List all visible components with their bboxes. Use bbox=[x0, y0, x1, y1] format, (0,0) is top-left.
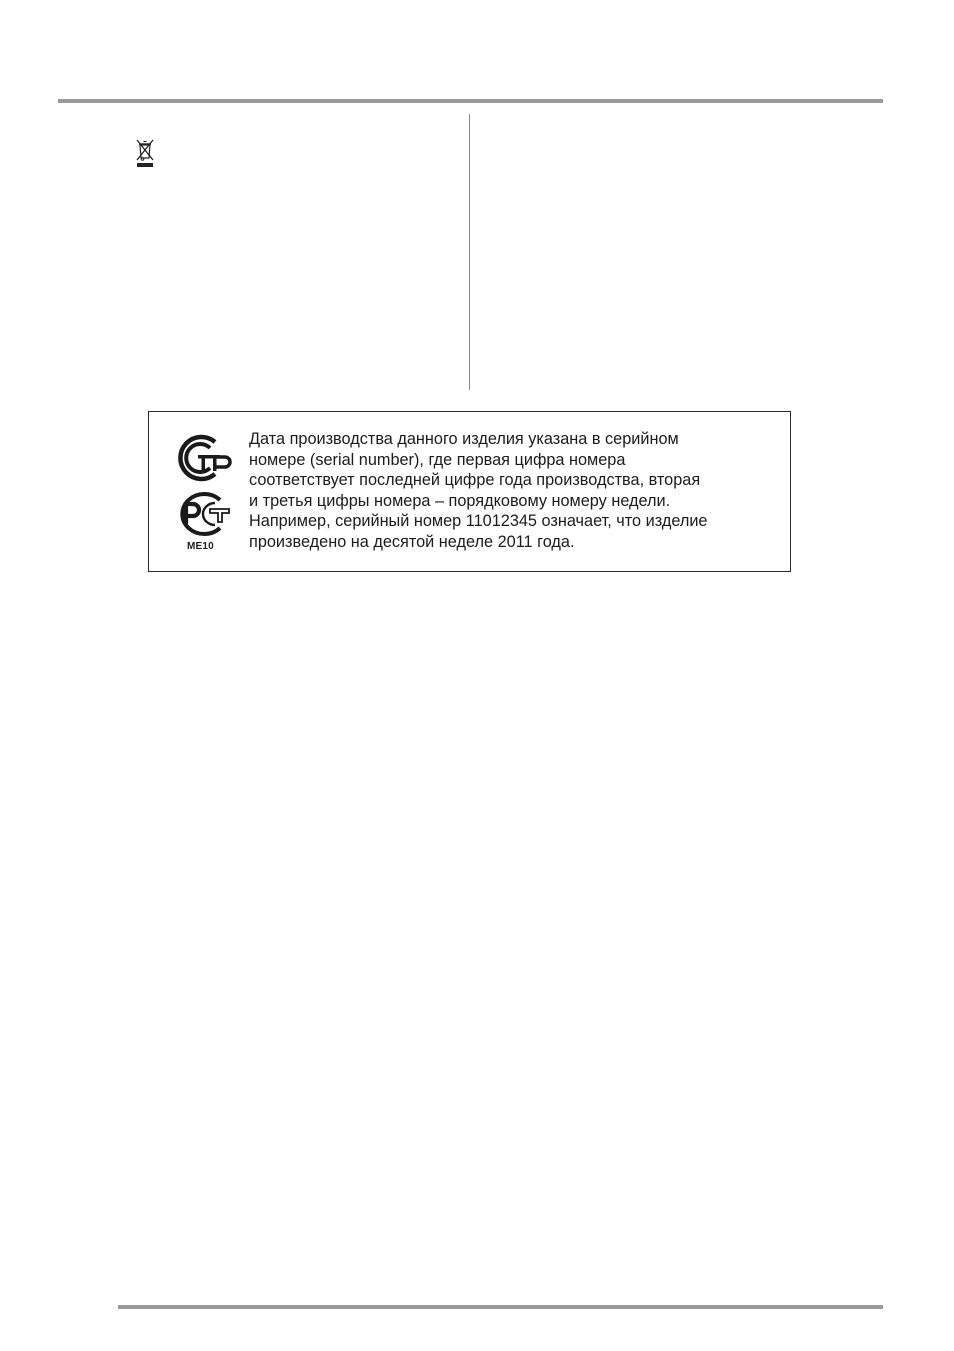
footer-rule bbox=[118, 1305, 883, 1309]
rst-gost-certification-mark-icon bbox=[172, 490, 236, 538]
production-date-notice bbox=[148, 411, 791, 572]
column-divider bbox=[469, 114, 470, 390]
notice-line: и третья цифры номера – порядковому номеру недели. bbox=[249, 491, 671, 510]
crossed-out-wheelie-bin-icon bbox=[135, 138, 155, 168]
notice-line: произведено на десятой неделе 2011 года. bbox=[249, 532, 575, 551]
notice-line: Дата производства данного изделия указана в серийном bbox=[249, 430, 679, 448]
notice-line: номере (serial number), где первая цифра номера bbox=[249, 450, 626, 469]
eac-tr-certification-mark-icon bbox=[173, 433, 235, 483]
notice-line: соответствует последней цифре года производства, вторая bbox=[249, 471, 701, 490]
notice-text bbox=[249, 429, 784, 553]
header-rule bbox=[58, 99, 883, 103]
certification-code: ME10 bbox=[187, 541, 214, 552]
notice-line: Например, серийный номер 11012345 означает, что изделие bbox=[249, 512, 708, 531]
